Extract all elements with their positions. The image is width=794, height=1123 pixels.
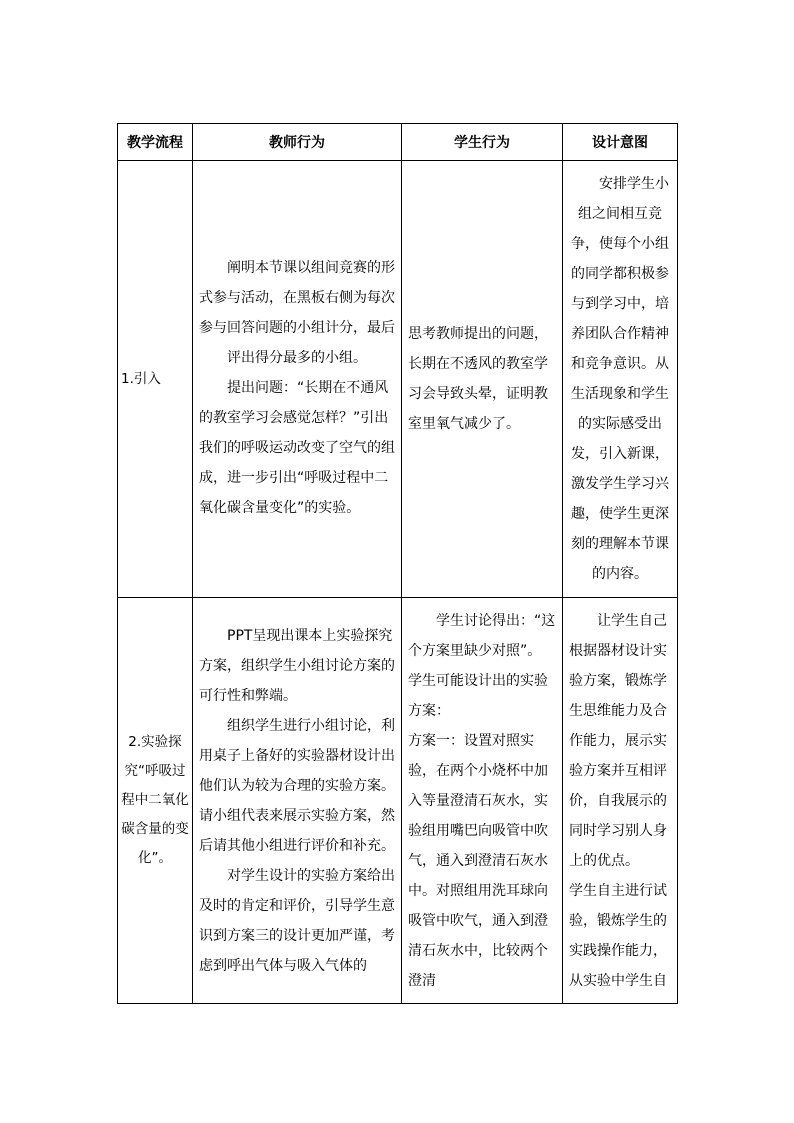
student-cell [402, 161, 563, 598]
header-student: 学生行为 [402, 124, 563, 161]
stage-label: 2.实验探究“呼吸过程中二氧化碳含量的变化”。 [121, 734, 189, 866]
intent-paragraph: 让学生自己根据器材设计实验方案，锻炼学生思维能力及合作能力，展示实验方案并互相评价，自我展示的同时学习别人身上的优点。 [569, 612, 667, 869]
intent-cell [563, 161, 678, 598]
teacher-cell [193, 598, 402, 1004]
teacher-paragraph: 提出问题：“长期在不通风的教室学习会感觉怎样？”引出我们的呼吸运动改变了空气的组成，进一步引出“呼吸过程中二氧化碳含量变化”的实验。 [199, 380, 395, 516]
student-cell [402, 598, 563, 1004]
student-paragraph: 学生讨论得出：“这个方案里缺少对照”。 [408, 612, 556, 659]
header-stage: 教学流程 [118, 124, 193, 161]
intent-cell [563, 598, 678, 1004]
header-intent: 设计意图 [563, 124, 678, 161]
teacher-paragraph: 对学生设计的实验方案给出及时的肯定和评价，引导学生意识到方案三的设计更加严谨，考虑到呼出气体与吸入气体的 [199, 867, 395, 974]
teacher-paragraph: PPT呈现出课本上实验探究方案，组织学生小组讨论方案的可行性和弊端。 [199, 627, 395, 704]
header-teacher: 教师行为 [193, 124, 402, 161]
table-row [118, 598, 678, 1004]
lesson-plan-table [117, 123, 678, 1004]
intent-paragraph: 学生自主进行试验，锻炼学生的实践操作能力，从实验中学生自 [569, 882, 667, 989]
stage-cell [118, 161, 193, 598]
intent-paragraph: 安排学生小组之间相互竞争，使每个小组的同学都积极参与到学习中，培养团队合作精神和竞争意识。从生活现象和学生的实际感受出发，引入新课，激发学生学习兴趣，使学生更深刻的理解本节课的内容。 [571, 176, 669, 582]
student-paragraph: 学生可能设计出的实验方案： [408, 672, 548, 719]
table-row [118, 161, 678, 598]
teacher-cell [193, 161, 402, 598]
stage-cell [118, 598, 193, 1004]
stage-label: 1.引入 [121, 370, 161, 387]
table-header-row [118, 124, 678, 161]
student-paragraph: 思考教师提出的问题，长期在不透风的教室学习会导致头晕，证明教室里氧气减少了。 [408, 326, 548, 432]
student-paragraph: 方案一：设置对照实验，在两个小烧杯中加入等量澄清石灰水，实验组用嘴巴向吸管中吹气，通入到澄清石灰水中。对照组用洗耳球向吸管中吹气，通入到澄清石灰水中，比较两个澄清 [408, 732, 548, 989]
teacher-paragraph: 阐明本节课以组间竞赛的形式参与活动，在黑板右侧为每次参与回答问题的小组计分，最后评出得分最多的小组。 [199, 260, 395, 366]
teacher-paragraph: 组织学生进行小组讨论，利用桌子上备好的实验器材设计出他们认为较为合理的实验方案。请小组代表来展示实验方案，然后请其他小组进行评价和补充。 [199, 717, 395, 854]
